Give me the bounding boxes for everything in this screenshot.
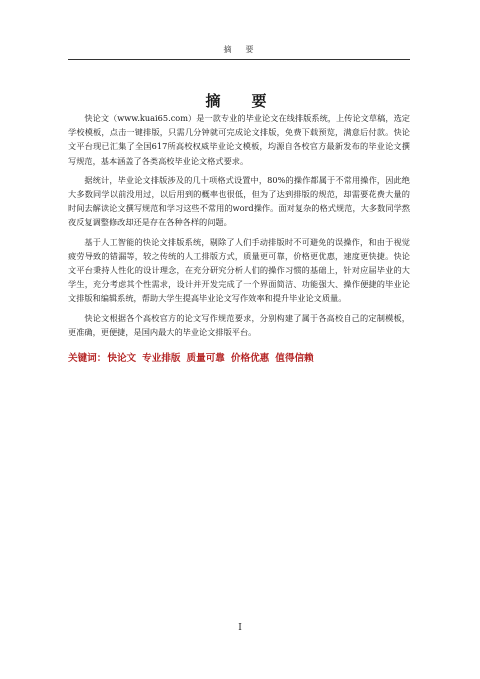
running-header: 摘 要 xyxy=(223,45,257,54)
header-rule xyxy=(68,59,410,60)
keyword-item: 快论文 xyxy=(107,353,137,365)
keywords-label: 关键词： xyxy=(68,353,107,365)
abstract-paragraph-2: 据统计，毕业论文排版涉及的几十项格式设置中，80%的操作都属于不常用操作，因此绝大多数同学以前没用过，以后用到的概率也很低，但为了达到排版的规范，却需要花费大量的时间去解读论文撰写规范和学习这些不常用的word操作。面对复杂的格式规范，大多数同学熬夜反复调整修改却还是存在各种各样的问题。 xyxy=(68,174,410,228)
keyword-item: 值得信赖 xyxy=(275,353,314,365)
page-title: 摘 要 xyxy=(205,92,275,110)
keywords-line xyxy=(68,350,410,364)
abstract-paragraph-4: 快论文根据各个高校官方的论文写作规范要求，分别构建了属于各高校自己的定制模板，更准确，更便捷，是国内最大的毕业论文排版平台。 xyxy=(68,312,410,337)
abstract-paragraph-3: 基于人工智能的快论文排版系统，剔除了人们手动排版时不可避免的误操作，和由于视觉疲劳导致的错漏等，较之传统的人工排版方式，质量更可靠，价格更优惠，速度更快捷。快论文平台秉持人性化的设计理念，在充分研究分析人们的操作习惯的基础上，针对应届毕业的大学生，充分考虑其个性需求，设计并开发完成了一个界面简洁、功能强大、操作便捷的毕业论文排版和编辑系统，帮助大学生提高毕业论文写作效率和提升毕业论文质量。 xyxy=(68,236,410,304)
keyword-item: 价格优惠 xyxy=(230,353,270,365)
abstract-paragraph-1: 快论文（www.kuai65.com）是一款专业的毕业论文在线排版系统，上传论文草稿，选定学校模板，点击一键排版，只需几分钟就可完成论文排版，免费下载预览，满意后付款。快论文平台现已汇集了全国617所高校权威毕业论文模板，均源自各校官方最新发布的毕业论文撰写规范，基本涵盖了各类高校毕业论文格式要求。 xyxy=(68,113,410,166)
page-number: I xyxy=(238,623,242,633)
abstract-body xyxy=(68,111,410,364)
keyword-item: 专业排版 xyxy=(142,353,181,365)
keyword-item: 质量可靠 xyxy=(186,353,225,365)
